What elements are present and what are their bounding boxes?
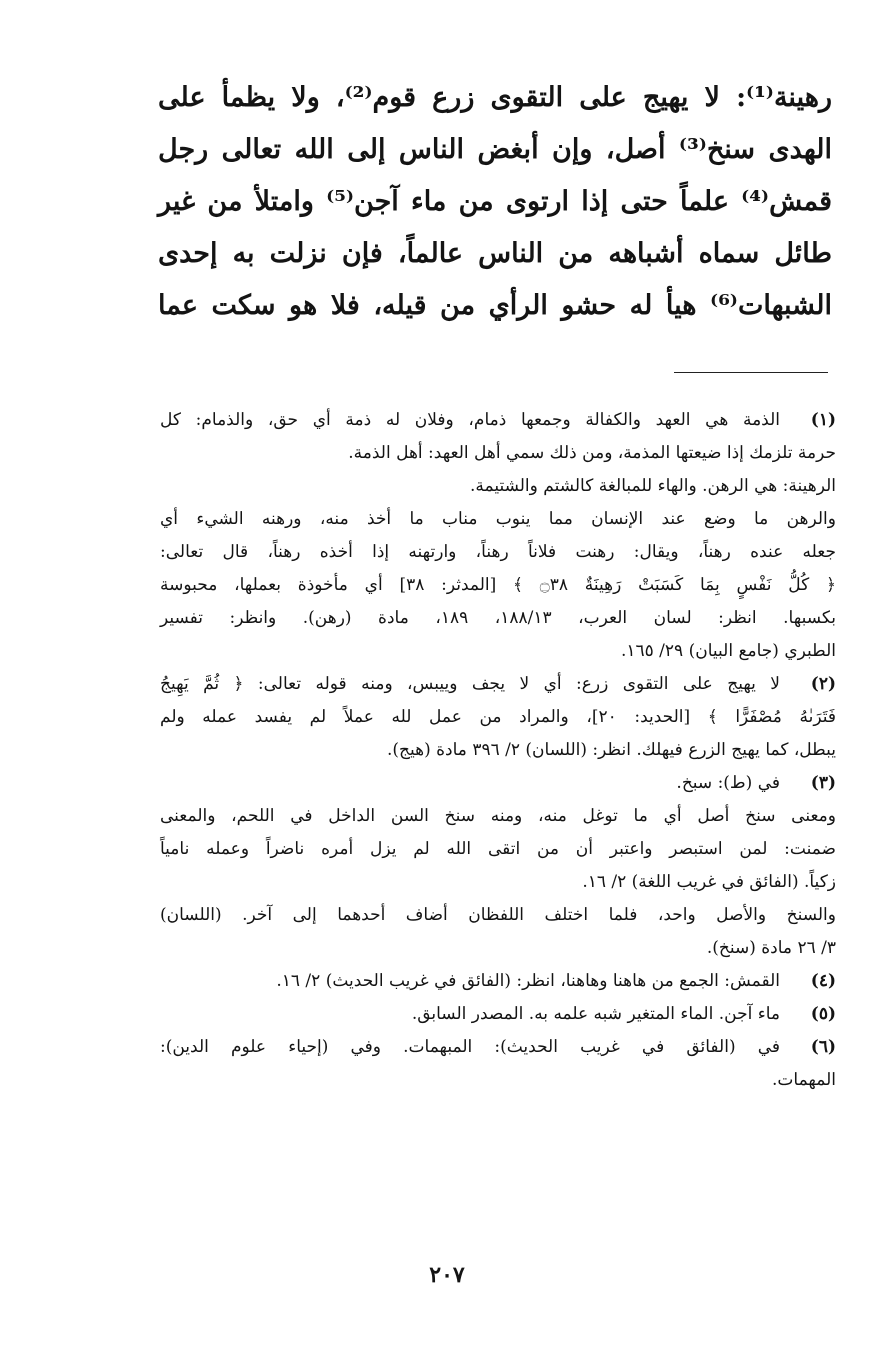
footnote-text: لا يهيج على التقوى زرع: أي لا يجف وييبس، ومنه قوله تعالى: ﴿ ثُمَّ يَهِيجُ <box>160 674 780 694</box>
footnote-number: (٢) <box>810 674 836 694</box>
footnote-text: في (الفائق في غريب الحديث): المبهمات. وفي (إحياء علوم الدين): <box>160 1037 780 1057</box>
footnote-line <box>160 1031 836 1064</box>
footnote-line <box>160 833 836 866</box>
main-text <box>158 72 832 332</box>
footnote-text: ﴿ كُلُّ نَفْسٍ بِمَا كَسَبَتْ رَهِينَةٌ ۝٣٨ ﴾ [المدثر: ٣٨] أي مأخوذة بعملها، محبوسة <box>160 575 836 595</box>
footnote-text: يبطل، كما يهيج الزرع فيهلك. انظر: (اللسان) ٢/ ٣٩٦ مادة (هيج). <box>387 740 836 760</box>
footnote-text: المهمات. <box>772 1070 836 1090</box>
footnote-text: بكسبها. انظر: لسان العرب، ١٨٨/١٣، ١٨٩، مادة (رهن). وانظر: تفسير <box>160 608 836 628</box>
footnote-line <box>160 899 836 932</box>
footnote-line <box>160 1064 836 1097</box>
footnote-line <box>160 800 836 833</box>
main-text-line: طائل سماه أشباهه من الناس عالماً، فإن نزلت به إحدى <box>158 238 832 269</box>
main-text-line: رهينة⁽¹⁾: لا يهيج على التقوى زرع قوم⁽²⁾، ولا يظمأ على <box>158 82 832 113</box>
footnote-text: الذمة هي العهد والكفالة وجمعها ذمام، وفلان له ذمة أي حق، والذمام: كل <box>160 410 780 430</box>
footnote-number: (١) <box>810 410 836 430</box>
footnote-text: والسنخ والأصل واحد، فلما اختلف اللفظان أضاف أحدهما إلى آخر. (اللسان) <box>160 905 836 925</box>
footnote-line <box>160 503 836 536</box>
footnote-line <box>160 536 836 569</box>
footnote <box>160 767 836 965</box>
footnote-line <box>160 668 836 701</box>
footnote-line <box>160 569 836 602</box>
footnotes <box>160 404 836 1097</box>
footnote-text: في (ط): سبخ. <box>676 773 780 793</box>
footnote-line <box>160 602 836 635</box>
footnote <box>160 668 836 767</box>
footnote-text: زكياً. (الفائق في غريب اللغة) ٢/ ١٦. <box>582 872 836 892</box>
footnote <box>160 404 836 668</box>
footnote-line <box>160 470 836 503</box>
footnote-line <box>160 701 836 734</box>
footnote-text: القمش: الجمع من هاهنا وهاهنا، انظر: (الفائق في غريب الحديث) ٢/ ١٦. <box>276 971 780 991</box>
footnote-line <box>160 932 836 965</box>
footnote-text: حرمة تلزمك إذا ضيعتها المذمة، ومن ذلك سمي أهل العهد: أهل الذمة. <box>348 443 836 463</box>
footnote-line <box>160 998 836 1031</box>
footnote-text: الطبري (جامع البيان) ٢٩/ ١٦٥. <box>620 641 836 661</box>
footnote-text: الرهينة: هي الرهن. والهاء للمبالغة كالشتم والشتيمة. <box>469 476 836 496</box>
footnote-number: (٤) <box>810 971 836 991</box>
footnote-text: ماء آجن. الماء المتغير شبه علمه به. المصدر السابق. <box>411 1004 780 1024</box>
footnote-line <box>160 734 836 767</box>
footnote-text: جعله عنده رهناً، ويقال: رهنت فلاناً رهناً، وارتهنه إذا أخذه رهناً، قال تعالى: <box>160 542 836 562</box>
footnote-line <box>160 965 836 998</box>
page-number: ٢٠٧ <box>429 1262 465 1288</box>
footnote <box>160 998 836 1031</box>
footnote <box>160 1031 836 1097</box>
footnote <box>160 965 836 998</box>
footnote-text: ٣/ ٢٦ مادة (سنخ). <box>706 938 836 958</box>
footnote-text: ومعنى سنخ أصل أي ما توغل منه، ومنه سنخ السن الداخل في اللحم، والمعنى <box>160 806 836 826</box>
main-text-line: قمش⁽⁴⁾ علماً حتى إذا ارتوى من ماء آجن⁽⁵⁾ وامتلأ من غير <box>158 186 833 217</box>
footnote-number: (٣) <box>810 773 836 793</box>
main-text-line: الشبهات⁽⁶⁾ هيأ له حشو الرأي من قيله، فلا هو سكت عما <box>158 290 832 321</box>
main-text-line: الهدى سنخ⁽³⁾ أصل، وإن أبغض الناس إلى الله تعالى رجل <box>158 134 833 165</box>
footnote-line <box>160 635 836 668</box>
footnote-line <box>160 767 836 800</box>
footnote-text: ضمنت: لمن استبصر واعتبر أن من اتقى الله لم يزل أمره ناضراً وعمله نامياً <box>160 839 836 859</box>
footnote-line <box>160 866 836 899</box>
footnote-text: والرهن ما وضع عند الإنسان مما ينوب مناب ما أخذ منه، ورهنه الشيء أي <box>160 509 836 529</box>
footnote-line <box>160 437 836 470</box>
footnote-separator <box>674 372 828 373</box>
footnote-number: (٦) <box>810 1037 836 1057</box>
footnote-text: فَتَرَىٰهُ مُصْفَرًّا ﴾ [الحديد: ٢٠]، والمراد من عمل لله عملاً لم يفسد عمله ولم <box>160 707 836 727</box>
footnote-line <box>160 404 836 437</box>
footnote-number: (٥) <box>810 1004 836 1024</box>
